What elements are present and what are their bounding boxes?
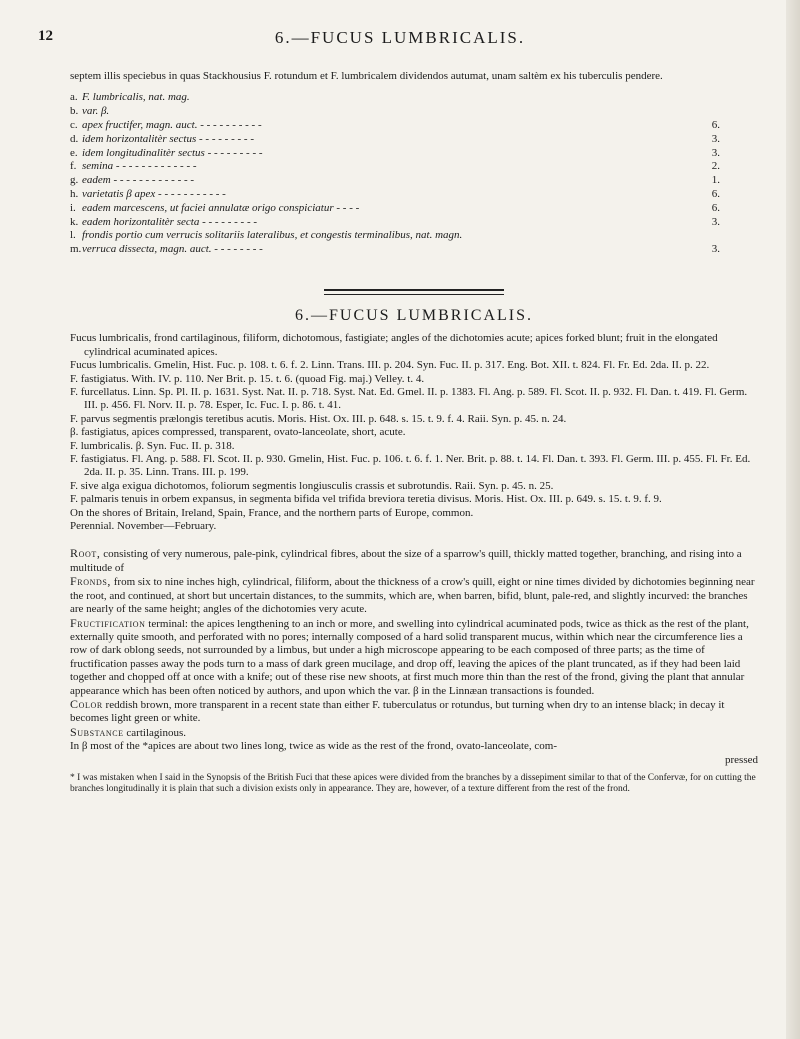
variety-magnification: 1. bbox=[711, 174, 720, 187]
description-text: In β most of the *apices are about two lines long, twice as wide as the rest of the frond, ovato-lanceolate, com- bbox=[70, 740, 557, 753]
variety-item bbox=[70, 119, 758, 133]
variety-letter: e. bbox=[70, 146, 78, 159]
variety-item bbox=[70, 229, 758, 243]
variety-magnification: 3. bbox=[711, 146, 720, 159]
description-lead: Fronds, bbox=[70, 574, 111, 589]
variety-item bbox=[70, 216, 758, 230]
synonym-entry: Fucus lumbricalis. Gmelin, Hist. Fuc. p. 108. t. 6. f. 2. Linn. Trans. III. p. 204. Syn. Fuc. II. p. 317. Eng. Bot. XII. t. 824. Fl. Fr. Ed. 2da. II. p. 22. bbox=[70, 359, 710, 372]
description-lead: Substance bbox=[70, 724, 124, 739]
description-paragraph bbox=[70, 617, 758, 698]
variety-letter: c. bbox=[70, 119, 78, 131]
variety-letter: g. bbox=[70, 174, 79, 187]
synonym-entry: F. lumbricalis. β. Syn. Fuc. II. p. 318. bbox=[70, 439, 235, 452]
variety-letter: b. bbox=[70, 105, 79, 118]
synonym-entry: F. palmaris tenuis in orbem expansus, in segmenta bifida vel trifida breviora teretia divisus. Moris. Hist. Ox. III. p. 649. s. 15. t. 9. f. 9. bbox=[70, 493, 662, 506]
description-lead: Fructification bbox=[70, 615, 146, 630]
variety-item bbox=[70, 188, 758, 202]
description-paragraph bbox=[70, 740, 758, 753]
description-text: from six to nine inches high, cylindrical, filiform, about the thickness of a crow's quill, eight or nine times divided by dichotomies beginning near the root, and continued, at short but uncertain distances, to the summits, which are, when barren, bifid, blunt, pale-red, and slightly incurved: the branches are nearly of the same height; angles of the dichotomies very acute. bbox=[70, 576, 755, 616]
section-divider bbox=[324, 289, 504, 295]
intro-paragraph: septem illis speciebus in quas Stackhousius F. rotundum et F. lumbricalem dividendos autumat, unam saltèm ex his tuberculis pendere. bbox=[70, 70, 663, 82]
description-text: reddish brown, more transparent in a recent state than either F. tuberculatus or rotundus, but turning when dry to an intense black; in decay it becomes light green or white. bbox=[70, 698, 725, 725]
variety-text: eadem - - - - - - - - - - - - - bbox=[82, 174, 195, 187]
description-paragraph bbox=[70, 726, 758, 740]
synonym-entry: β. fastigiatus, apices compressed, transparent, ovato-lanceolate, short, acute. bbox=[70, 426, 406, 439]
variety-letter: m. bbox=[70, 243, 82, 256]
description-lead: Color bbox=[70, 696, 103, 711]
variety-text: eadem horizontalitèr secta - - - - - - - - - bbox=[82, 215, 258, 228]
running-head: 6.—FUCUS LUMBRICALIS. bbox=[274, 28, 526, 47]
synonym-entry: F. fastigiatus. With. IV. p. 110. Ner Brit. p. 15. t. 6. (quoad Fig. maj.) Velley. t. 4. bbox=[70, 372, 425, 385]
synonym-entry: Perennial. November—February. bbox=[70, 520, 217, 533]
description-paragraph bbox=[70, 547, 758, 575]
synonym-entry: F. parvus segmentis prælongis teretibus acutis. Moris. Hist. Ox. III. p. 648. s. 15. t. 9. f. 4. Raii. Syn. p. 45. n. 24. bbox=[70, 412, 567, 425]
synonym-entry: On the shores of Britain, Ireland, Spain, France, and the northern parts of Europe, common. bbox=[70, 506, 474, 519]
description-paragraph bbox=[70, 575, 758, 616]
variety-magnification: 6. bbox=[711, 119, 720, 131]
variety-letter: a. bbox=[70, 91, 78, 104]
page-number: 12 bbox=[38, 28, 53, 44]
page-edge bbox=[786, 0, 800, 1039]
variety-magnification: 6. bbox=[711, 187, 720, 200]
variety-magnification: 6. bbox=[711, 201, 720, 214]
variety-list bbox=[70, 91, 758, 257]
variety-item bbox=[70, 243, 758, 257]
variety-letter: l. bbox=[70, 229, 76, 242]
variety-item bbox=[70, 105, 758, 119]
variety-item bbox=[70, 174, 758, 188]
page-header bbox=[0, 28, 800, 52]
synonym-entry: F. fastigiatus. Fl. Ang. p. 588. Fl. Scot. II. p. 930. Gmelin, Hist. Fuc. p. 106. t. 6. f. 1. Ner. Brit. p. 88. t. 14. Fl. Dan. t. 393. Fl. Germ. III. p. 455. Fl. Fr. Ed. 2da. II. p. 35. Linn. Trans. III. p. 199. bbox=[70, 453, 751, 479]
page-content bbox=[70, 70, 758, 804]
variety-magnification: 3. bbox=[711, 243, 720, 256]
variety-letter: h. bbox=[70, 187, 79, 200]
variety-letter: k. bbox=[70, 215, 79, 228]
variety-text: verruca dissecta, magn. auct. - - - - - - - - bbox=[82, 243, 263, 256]
variety-magnification: 2. bbox=[711, 160, 720, 173]
variety-text: var. β. bbox=[82, 105, 110, 118]
section-title: 6.—FUCUS LUMBRICALIS. bbox=[294, 306, 534, 324]
variety-text: varietatis β apex - - - - - - - - - - - bbox=[82, 187, 226, 200]
variety-text: idem horizontalitèr sectus - - - - - - - - - bbox=[82, 132, 254, 145]
variety-letter: f. bbox=[70, 160, 77, 173]
variety-magnification: 3. bbox=[711, 215, 720, 228]
variety-letter: d. bbox=[70, 132, 79, 145]
variety-item bbox=[70, 202, 758, 216]
variety-text: semina - - - - - - - - - - - - - bbox=[82, 160, 197, 173]
variety-text: F. lumbricalis, nat. mag. bbox=[82, 91, 190, 104]
variety-item bbox=[70, 160, 758, 174]
variety-text: eadem marcescens, ut faciei annulatæ origo conspiciatur - - - - bbox=[82, 201, 360, 214]
variety-magnification: 3. bbox=[711, 132, 720, 145]
synonym-entry: F. sive alga exigua dichotomos, foliorum segmentis longiusculis crassis et subrotundis. Raii. Syn. p. 45. n. 25. bbox=[70, 479, 554, 492]
description-text: terminal: the apices lengthening to an inch or more, and swelling into cylindrical acuminated pods, twice as thick as the rest of the plant, externally quite smooth, and perforated with no pores; internally composed of a hard solid transparent mucus, within which near the circumference lies a row of dark oblong seeds, not surrounded by a limbus, but under a high microscope appearing to be each composed of three parts; as the time of fructification passes away the pods turn to a mass of dark green mucilage, and drop off, leaving the apices of the plant truncated, as if they had been laid together and chopped off at once with a knife; out of these rise new shoots, at first much more thin than the rest of the frond, giving the plant that annular appearance which has been often noticed by authors, and upon which the var. β in the Linnæan transactions is founded. bbox=[70, 617, 749, 697]
description bbox=[70, 547, 758, 767]
variety-text: apex fructifer, magn. auct. - - - - - - - - - - bbox=[82, 119, 262, 131]
variety-item bbox=[70, 147, 758, 161]
variety-item bbox=[70, 133, 758, 147]
variety-text: frondis portio cum verrucis solitariis lateralibus, et congestis terminalibus, nat. magn. bbox=[82, 229, 463, 242]
description-paragraph bbox=[70, 698, 758, 726]
description-lead: Root, bbox=[70, 546, 101, 561]
description-text: consisting of very numerous, pale-pink, cylindrical fibres, about the size of a sparrow's quill, thickly matted together, branching, and rising into a multitude of bbox=[70, 548, 742, 574]
description-text: cartilaginous. bbox=[123, 726, 186, 739]
variety-item bbox=[70, 91, 758, 105]
synonymy bbox=[70, 332, 758, 533]
catchword: pressed bbox=[725, 753, 758, 766]
synonym-entry: Fucus lumbricalis, frond cartilaginous, filiform, dichotomous, fastigiate; angles of the dichotomies acute; apices forked blunt; fruit in the elongated cylindrical acuminated apices. bbox=[70, 332, 718, 358]
variety-letter: i. bbox=[70, 201, 76, 214]
synonym-entry: F. furcellatus. Linn. Sp. Pl. II. p. 1631. Syst. Nat. II. p. 718. Syst. Nat. Ed. Gmel. II. p. 1383. Fl. Ang. p. 589. Fl. Scot. II. p. 932. Fl. Dan. t. 419. Fl. Germ. III. p. 456. Fl. Norv. II. p. 78. Esper, Ic. Fuc. I. p. 86. t. 41. bbox=[70, 386, 748, 412]
variety-text: idem longitudinalitèr sectus - - - - - - - - - bbox=[82, 146, 263, 159]
footnote: * I was mistaken when I said in the Synopsis of the British Fuci that these apices were divided from the branches by a dissepiment similar to that of the Confervæ, for on cutting the branches longitudinally it is plain that such a division exists only in appearance. They are, however, of a texture different from the rest of the frond. bbox=[70, 772, 756, 794]
